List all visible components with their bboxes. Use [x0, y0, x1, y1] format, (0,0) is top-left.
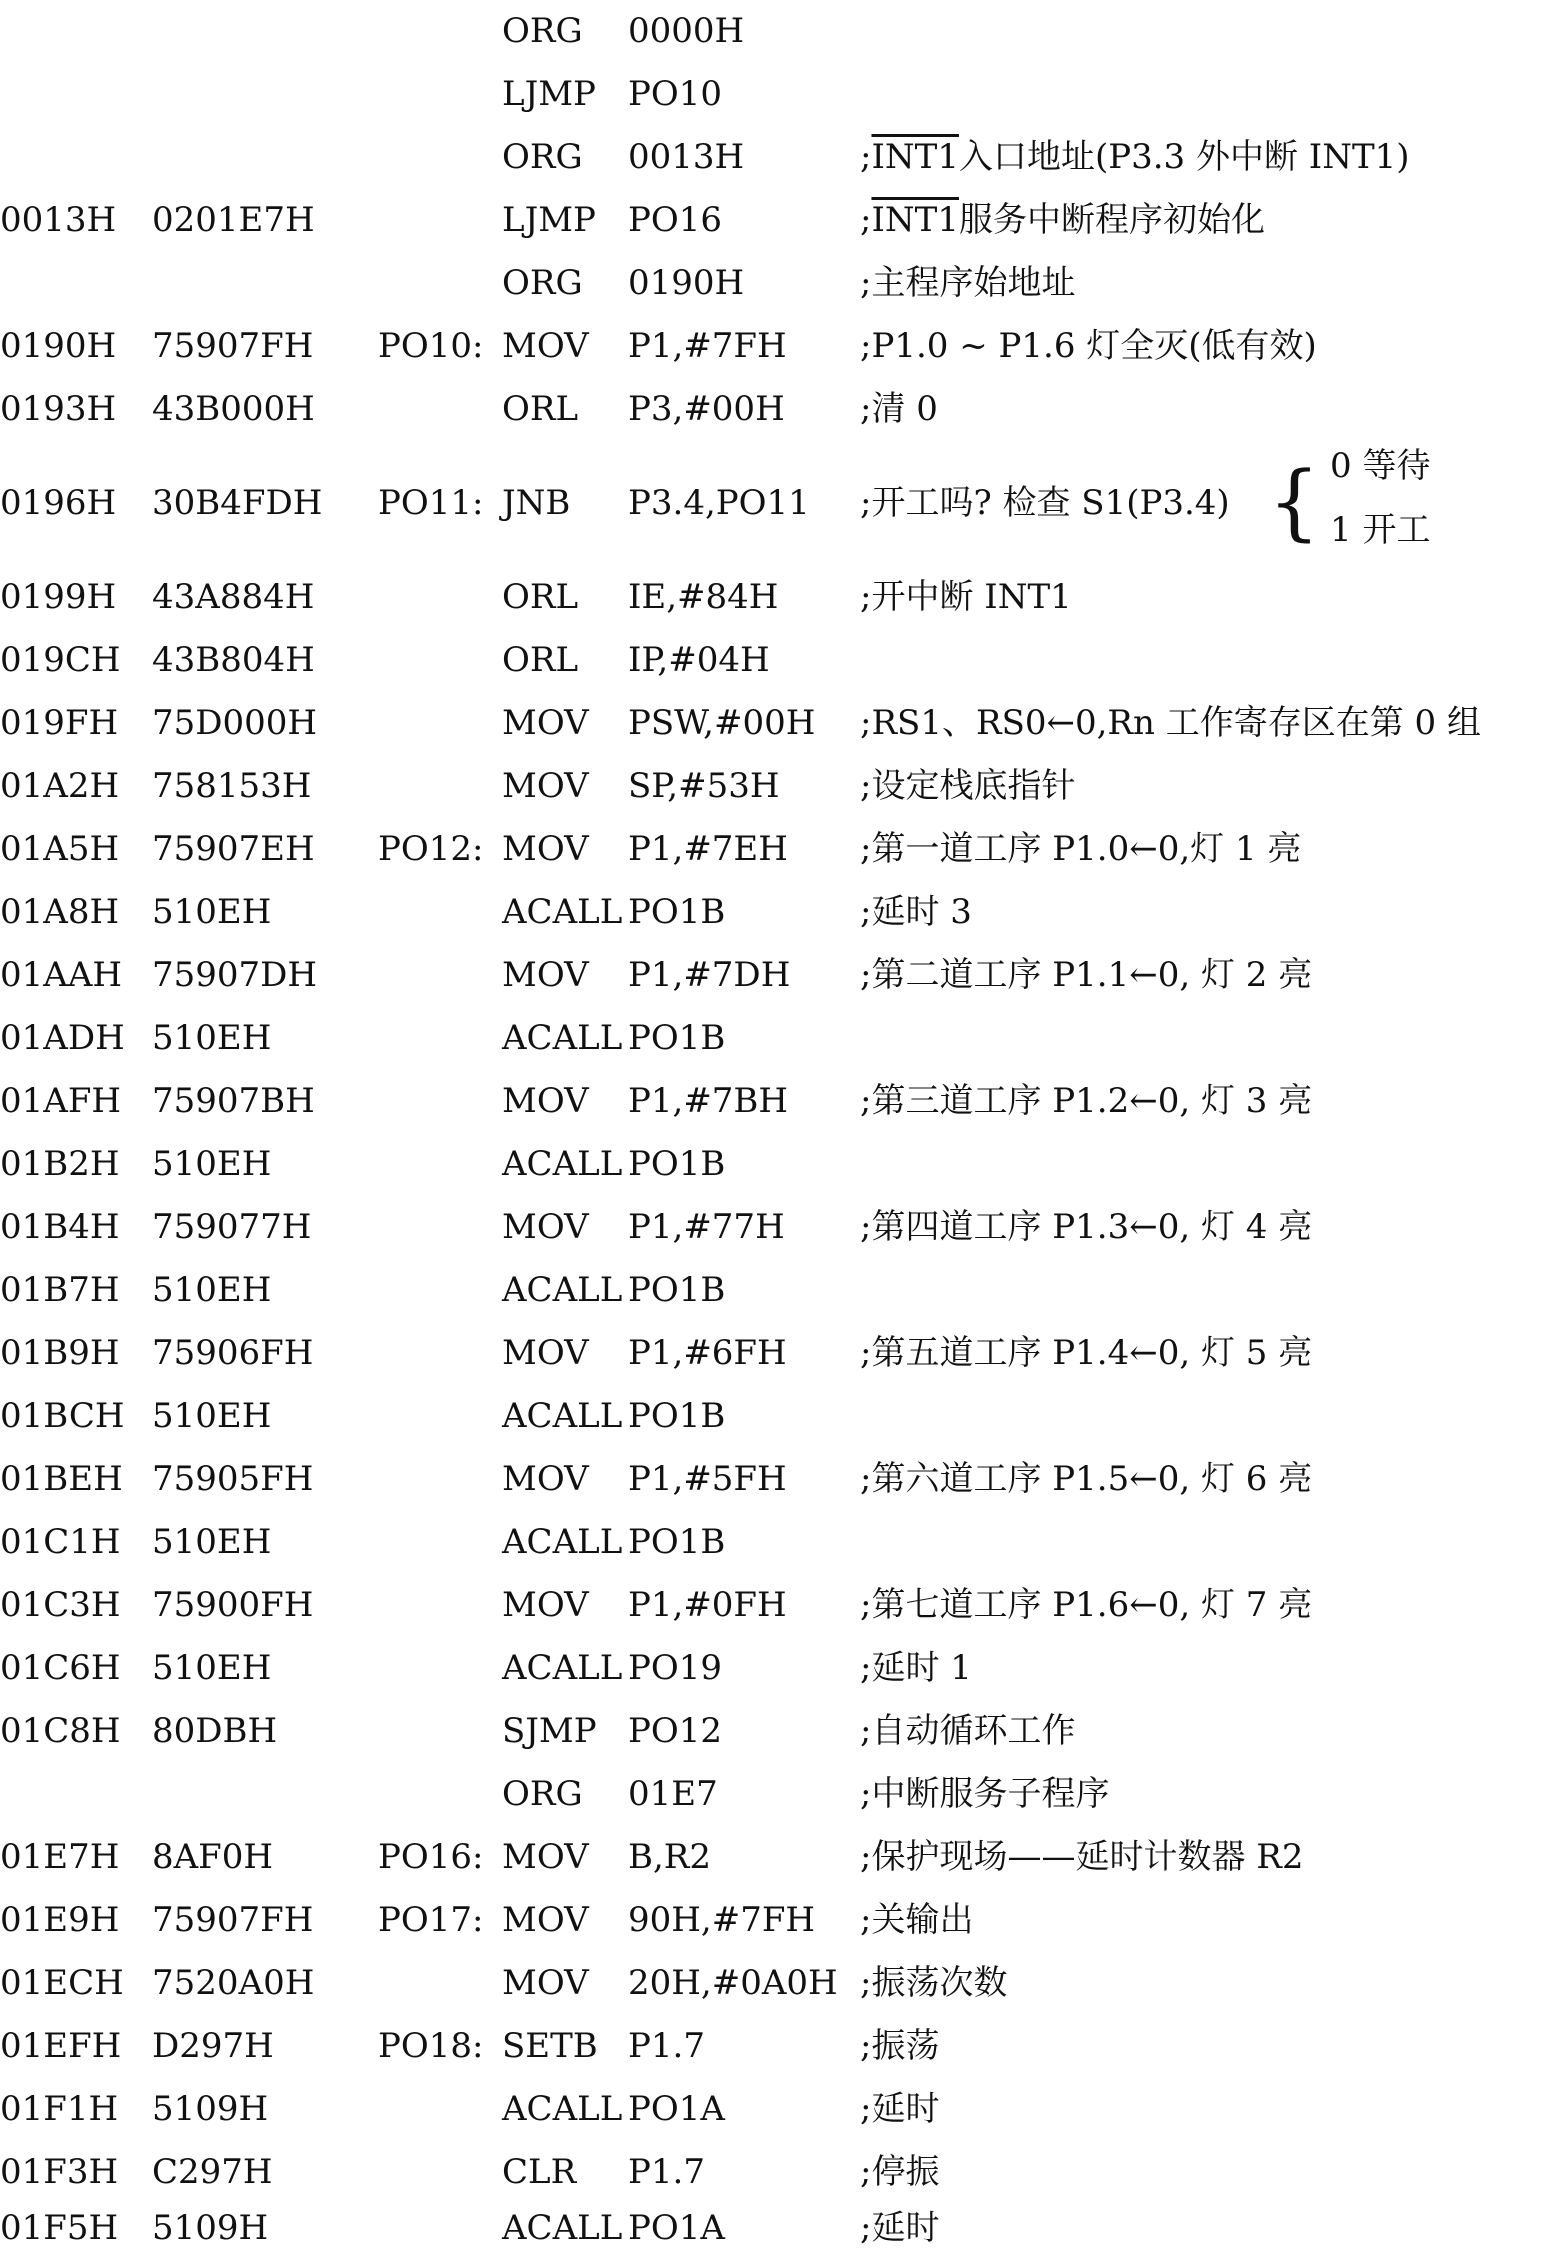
brace-option-start: 1 开工: [1330, 510, 1431, 550]
mnemonic: ORL: [502, 577, 579, 617]
code-line-20: [0, 1259, 1550, 1322]
operands: P1,#7BH: [628, 1081, 789, 1121]
code-line-16: [0, 1007, 1550, 1070]
address: 01A5H: [0, 829, 120, 869]
mnemonic: ORL: [502, 389, 579, 429]
code-line-15: [0, 944, 1550, 1007]
operands: PO1B: [628, 1270, 726, 1310]
machine-code: 758153H: [152, 766, 312, 806]
comment: ;开工吗? 检查 S1(P3.4): [860, 483, 1230, 523]
address: 01E9H: [0, 1900, 120, 1940]
address: 01F1H: [0, 2089, 119, 2129]
machine-code: 510EH: [152, 1522, 272, 1562]
mnemonic: MOV: [502, 1900, 589, 1940]
comment: ;INT1入口地址(P3.3 外中断 INT1): [860, 137, 1410, 177]
comment: ;开中断 INT1: [860, 577, 1072, 617]
machine-code: 43A884H: [152, 577, 315, 617]
operands: PSW,#00H: [628, 703, 816, 743]
address: 0190H: [0, 326, 117, 366]
operands: PO1B: [628, 892, 726, 932]
address: 01BCH: [0, 1396, 125, 1436]
machine-code: D297H: [152, 2026, 274, 2066]
mnemonic: JNB: [502, 483, 571, 523]
address: 01B9H: [0, 1333, 120, 1373]
code-line-28: [0, 1763, 1550, 1826]
label: PO16:: [378, 1837, 484, 1877]
mnemonic: MOV: [502, 1207, 589, 1247]
operands: IE,#84H: [628, 577, 779, 617]
mnemonic: ACALL: [502, 892, 623, 932]
mnemonic: ACALL: [502, 2208, 623, 2248]
code-line-26: [0, 1637, 1550, 1700]
operands: P1,#0FH: [628, 1585, 787, 1625]
machine-code: 75907FH: [152, 1900, 314, 1940]
mnemonic: MOV: [502, 1459, 589, 1499]
machine-code: C297H: [152, 2152, 273, 2192]
code-line-4: [0, 189, 1550, 252]
machine-code: 75907DH: [152, 955, 318, 995]
code-line-30: [0, 1889, 1550, 1952]
code-line-11: [0, 692, 1550, 755]
mnemonic: MOV: [502, 326, 589, 366]
mnemonic: LJMP: [502, 74, 596, 114]
comment: ;振荡: [860, 2026, 940, 2066]
mnemonic: ORG: [502, 137, 583, 177]
mnemonic: ACALL: [502, 1396, 623, 1436]
operands: P1,#7DH: [628, 955, 791, 995]
machine-code: 510EH: [152, 892, 272, 932]
code-line-3: [0, 126, 1550, 189]
code-line-23: [0, 1448, 1550, 1511]
address: 01B7H: [0, 1270, 120, 1310]
address: 01F3H: [0, 2152, 119, 2192]
machine-code: 43B804H: [152, 640, 315, 680]
address: 0013H: [0, 200, 117, 240]
comment: ;延时: [860, 2089, 940, 2129]
address: 01B2H: [0, 1144, 120, 1184]
operands: PO10: [628, 74, 723, 114]
code-line-12: [0, 755, 1550, 818]
address: 01B4H: [0, 1207, 120, 1247]
comment: ;第六道工序 P1.5←0, 灯 6 亮: [860, 1459, 1313, 1499]
machine-code: 75900FH: [152, 1585, 314, 1625]
address: 01BEH: [0, 1459, 123, 1499]
code-line-19: [0, 1196, 1550, 1259]
machine-code: 510EH: [152, 1018, 272, 1058]
operands: PO1A: [628, 2208, 725, 2248]
machine-code: 759077H: [152, 1207, 312, 1247]
address: 0196H: [0, 483, 117, 523]
address: 01AAH: [0, 955, 123, 995]
code-line-25: [0, 1574, 1550, 1637]
operands: PO16: [628, 200, 723, 240]
machine-code: 5109H: [152, 2208, 269, 2248]
machine-code: 7520A0H: [152, 1963, 315, 2003]
mnemonic: MOV: [502, 703, 589, 743]
address: 01ADH: [0, 1018, 125, 1058]
machine-code: 43B000H: [152, 389, 315, 429]
code-line-6: [0, 315, 1550, 378]
comment: ;关输出: [860, 1900, 974, 1940]
machine-code: 75906FH: [152, 1333, 314, 1373]
brace-option-wait: 0 等待: [1330, 446, 1431, 486]
address: 0193H: [0, 389, 117, 429]
machine-code: 80DBH: [152, 1711, 278, 1751]
operands: PO1A: [628, 2089, 725, 2129]
code-line-21: [0, 1322, 1550, 1385]
operands: PO1B: [628, 1522, 726, 1562]
address: 01A2H: [0, 766, 120, 806]
comment: ;第七道工序 P1.6←0, 灯 7 亮: [860, 1585, 1313, 1625]
code-line-34: [0, 2141, 1550, 2204]
machine-code: 30B4FDH: [152, 483, 323, 523]
code-line-8: [0, 446, 1550, 550]
machine-code: 75907BH: [152, 1081, 315, 1121]
code-line-14: [0, 881, 1550, 944]
operands: PO1B: [628, 1144, 726, 1184]
machine-code: 510EH: [152, 1648, 272, 1688]
mnemonic: ACALL: [502, 1144, 623, 1184]
code-line-5: [0, 252, 1550, 315]
mnemonic: ACALL: [502, 1648, 623, 1688]
label: PO12:: [378, 829, 484, 869]
address: 0199H: [0, 577, 117, 617]
machine-code: 510EH: [152, 1144, 272, 1184]
operands: P1,#5FH: [628, 1459, 787, 1499]
comment: ;保护现场——延时计数器 R2: [860, 1837, 1304, 1877]
comment: ;延时 1: [860, 1648, 972, 1688]
int1-signal-name: INT1: [871, 137, 959, 177]
code-line-18: [0, 1133, 1550, 1196]
address: 01C6H: [0, 1648, 121, 1688]
operands: 0190H: [628, 263, 745, 303]
curly-brace-icon: {: [1268, 455, 1321, 550]
mnemonic: MOV: [502, 1081, 589, 1121]
operands: IP,#04H: [628, 640, 770, 680]
comment: ;设定栈底指针: [860, 766, 1076, 806]
mnemonic: MOV: [502, 766, 589, 806]
mnemonic: MOV: [502, 829, 589, 869]
code-line-13: [0, 818, 1550, 881]
operands: P1,#77H: [628, 1207, 785, 1247]
code-line-24: [0, 1511, 1550, 1574]
operands: PO1B: [628, 1396, 726, 1436]
comment: ;第四道工序 P1.3←0, 灯 4 亮: [860, 1207, 1313, 1247]
mnemonic: MOV: [502, 1333, 589, 1373]
address: 019FH: [0, 703, 119, 743]
label: PO17:: [378, 1900, 484, 1940]
operands: 0000H: [628, 11, 745, 51]
comment: ;自动循环工作: [860, 1711, 1076, 1751]
mnemonic: SETB: [502, 2026, 598, 2066]
machine-code: 75907EH: [152, 829, 315, 869]
address: 019CH: [0, 640, 121, 680]
machine-code: 75D000H: [152, 703, 318, 743]
mnemonic: ACALL: [502, 1270, 623, 1310]
mnemonic: SJMP: [502, 1711, 597, 1751]
code-line-31: [0, 1952, 1550, 2015]
operands: P1,#7FH: [628, 326, 787, 366]
machine-code: 75907FH: [152, 326, 314, 366]
code-line-22: [0, 1385, 1550, 1448]
code-line-27: [0, 1700, 1550, 1763]
machine-code: 8AF0H: [152, 1837, 274, 1877]
operands: P3.4,PO11: [628, 483, 810, 523]
mnemonic: ACALL: [502, 1018, 623, 1058]
code-line-32: [0, 2015, 1550, 2078]
machine-code: 510EH: [152, 1396, 272, 1436]
comment: ;延时 3: [860, 892, 972, 932]
operands: B,R2: [628, 1837, 712, 1877]
machine-code: 5109H: [152, 2089, 269, 2129]
operands: 20H,#0A0H: [628, 1963, 838, 2003]
code-line-2: [0, 63, 1550, 126]
operands: SP,#53H: [628, 766, 780, 806]
mnemonic: ORG: [502, 263, 583, 303]
address: 01C1H: [0, 1522, 121, 1562]
code-line-1: [0, 0, 1550, 63]
comment: ;延时: [860, 2208, 940, 2248]
comment: ;第二道工序 P1.1←0, 灯 2 亮: [860, 955, 1313, 995]
comment: ;振荡次数: [860, 1963, 1008, 2003]
label: PO18:: [378, 2026, 484, 2066]
comment: ;清 0: [860, 389, 938, 429]
address: 01AFH: [0, 1081, 122, 1121]
comment: ;P1.0 ~ P1.6 灯全灭(低有效): [860, 326, 1317, 366]
address: 01EFH: [0, 2026, 122, 2066]
mnemonic: ORL: [502, 640, 579, 680]
mnemonic: ORG: [502, 1774, 583, 1814]
operands: 01E7: [628, 1774, 718, 1814]
address: 01C8H: [0, 1711, 121, 1751]
mnemonic: MOV: [502, 955, 589, 995]
code-line-35: [0, 2197, 1550, 2260]
label: PO11:: [378, 483, 484, 523]
operands: PO12: [628, 1711, 723, 1751]
address: 01E7H: [0, 1837, 120, 1877]
comment: ;主程序始地址: [860, 263, 1076, 303]
address: 01C3H: [0, 1585, 121, 1625]
mnemonic: CLR: [502, 2152, 577, 2192]
machine-code: 0201E7H: [152, 200, 315, 240]
machine-code: 510EH: [152, 1270, 272, 1310]
comment: ;第三道工序 P1.2←0, 灯 3 亮: [860, 1081, 1313, 1121]
mnemonic: LJMP: [502, 200, 596, 240]
comment: ;第一道工序 P1.0←0,灯 1 亮: [860, 829, 1302, 869]
comment: ;中断服务子程序: [860, 1774, 1110, 1814]
code-line-9: [0, 566, 1550, 629]
operands: 90H,#7FH: [628, 1900, 816, 1940]
operands: P1,#7EH: [628, 829, 788, 869]
comment: ;INT1服务中断程序初始化: [860, 200, 1265, 240]
operands: P1.7: [628, 2152, 705, 2192]
code-line-33: [0, 2078, 1550, 2141]
label: PO10:: [378, 326, 484, 366]
operands: 0013H: [628, 137, 745, 177]
mnemonic: ACALL: [502, 1522, 623, 1562]
address: 01A8H: [0, 892, 120, 932]
operands: PO1B: [628, 1018, 726, 1058]
operands: P1.7: [628, 2026, 705, 2066]
mnemonic: MOV: [502, 1837, 589, 1877]
mnemonic: MOV: [502, 1585, 589, 1625]
code-line-7: [0, 378, 1550, 441]
code-line-10: [0, 629, 1550, 692]
int1-signal-name: INT1: [871, 200, 959, 240]
mnemonic: MOV: [502, 1963, 589, 2003]
comment: ;停振: [860, 2152, 940, 2192]
address: 01F5H: [0, 2208, 119, 2248]
mnemonic: ACALL: [502, 2089, 623, 2129]
address: 01ECH: [0, 1963, 124, 2003]
comment: ;RS1、RS0←0,Rn 工作寄存区在第 0 组: [860, 703, 1481, 743]
machine-code: 75905FH: [152, 1459, 314, 1499]
comment: ;第五道工序 P1.4←0, 灯 5 亮: [860, 1333, 1313, 1373]
operands: P1,#6FH: [628, 1333, 787, 1373]
code-line-17: [0, 1070, 1550, 1133]
operands: PO19: [628, 1648, 723, 1688]
mnemonic: ORG: [502, 11, 583, 51]
code-line-29: [0, 1826, 1550, 1889]
operands: P3,#00H: [628, 389, 785, 429]
